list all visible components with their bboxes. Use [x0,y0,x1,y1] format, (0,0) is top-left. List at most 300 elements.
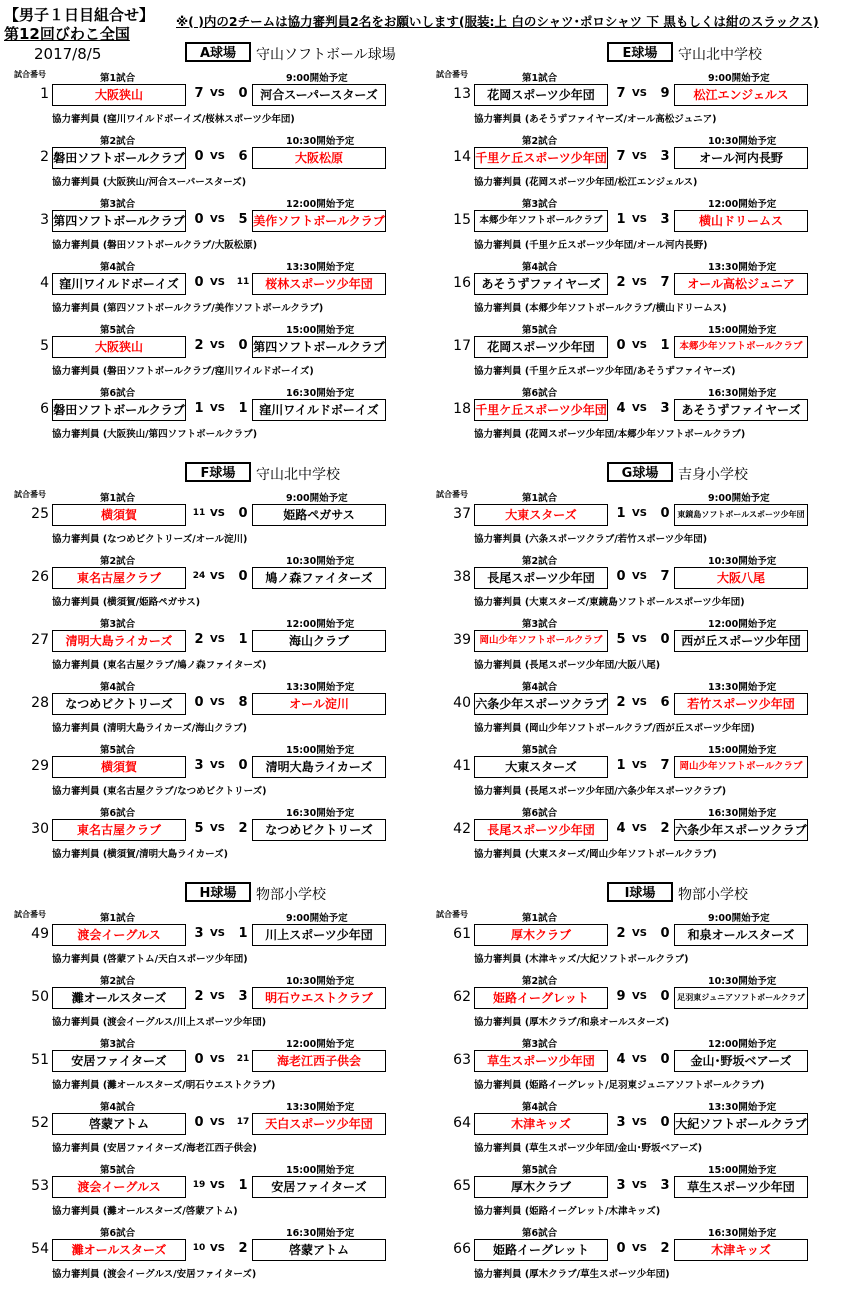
game-row [0,322,422,385]
team2-name: 海山クラブ [252,630,386,652]
team2-name: 松江エンジェルス [674,84,808,106]
umpire-prefix: 協力審判員 [474,1206,522,1217]
team1-name: 清明大島ライカーズ [52,630,186,652]
team2-score: 3 [660,1178,670,1193]
umpire-assignment [52,846,228,860]
team1-score: 0 [194,1052,204,1067]
game-start-time: 9:00開始予定 [286,493,348,504]
umpire-prefix: 協力審判員 [474,954,522,965]
umpire-dress-note: ※( )内の2チームは協力審判員2名をお願いします(服装:上 白のシャツ･ポロシャツ 下 黒もしくは紺のスラックス) [176,14,819,29]
game-number-header: 試合番号 [436,910,468,919]
vs-label: VS [210,1117,225,1128]
umpire-prefix: 協力審判員 [474,1143,522,1154]
game-row [422,1162,844,1225]
game-number: 26 [31,569,49,585]
game-row [422,1099,844,1162]
team1-name: 渡会イーグルス [52,1176,186,1198]
game-row [0,1036,422,1099]
game-row [422,322,844,385]
team1-score: 0 [616,1241,626,1256]
umpire-prefix: 協力審判員 [474,786,522,797]
team1-name: なつめビクトリーズ [52,693,186,715]
team2-name: 美作ソフトボールクラブ [252,210,386,232]
team2-score: 3 [660,149,670,164]
umpire-assignment [474,1014,669,1028]
team1-name: 大東スターズ [474,504,608,526]
umpire-assignment [52,174,246,188]
game-number: 6 [40,401,49,417]
game-number: 62 [453,989,471,1005]
game-round-label: 第1試合 [522,913,558,924]
team1-name: 灘オールスターズ [52,1239,186,1261]
team1-name: 安居ファイターズ [52,1050,186,1072]
game-round-label: 第3試合 [522,619,558,630]
game-start-time: 15:00開始予定 [708,325,777,336]
vs-label: VS [210,403,225,414]
game-row [0,973,422,1036]
team2-name: 啓蒙アトム [252,1239,386,1261]
team1-score: 2 [616,926,626,941]
umpire-assignment [474,594,745,608]
venue-label: H球場 [185,882,251,902]
team2-name: 横山ドリームス [674,210,808,232]
team2-name: 第四ソフトボールクラブ [252,336,386,358]
game-start-time: 15:00開始予定 [708,745,777,756]
game-start-time: 16:30開始予定 [708,808,777,819]
game-number: 16 [453,275,471,291]
vs-label: VS [632,88,647,99]
team1-score: 7 [616,86,626,101]
game-number-header: 試合番号 [14,70,46,79]
game-start-time: 10:30開始予定 [708,976,777,987]
game-round-label: 第3試合 [100,199,136,210]
game-round-label: 第5試合 [522,325,558,336]
venue-location: 吉身小学校 [678,467,748,483]
game-number: 4 [40,275,49,291]
game-number: 37 [453,506,471,522]
game-row [422,805,844,868]
umpire-teams: (厚木クラブ/和泉オールスターズ) [524,1017,670,1028]
umpire-teams: (長尾スポーツ少年団/大阪八尾) [524,660,661,671]
game-round-label: 第2試合 [522,556,558,567]
umpire-prefix: 協力審判員 [52,303,100,314]
team1-name: あそうずファイヤーズ [474,273,608,295]
umpire-teams: (第四ソフトボールクラブ/美作ソフトボールクラブ) [102,303,324,314]
team2-name: 清明大島ライカーズ [252,756,386,778]
game-round-label: 第2試合 [100,136,136,147]
venue-label: I球場 [607,882,673,902]
umpire-assignment [474,720,755,734]
team1-name: 磐田ソフトボールクラブ [52,399,186,421]
umpire-prefix: 協力審判員 [474,240,522,251]
game-start-time: 10:30開始予定 [708,556,777,567]
team2-score: 0 [660,926,670,941]
game-number: 29 [31,758,49,774]
umpire-teams: (渡会イーグルス/川上スポーツ少年団) [102,1017,267,1028]
umpire-prefix: 協力審判員 [52,114,100,125]
team2-name: 海老江西子供会 [252,1050,386,1072]
game-start-time: 9:00開始予定 [708,73,770,84]
game-number-header: 試合番号 [14,490,46,499]
umpire-prefix: 協力審判員 [52,849,100,860]
game-round-label: 第6試合 [522,808,558,819]
team1-name: 東名古屋クラブ [52,819,186,841]
umpire-assignment [474,1203,660,1217]
game-number: 28 [31,695,49,711]
team1-score: 3 [616,1178,626,1193]
team2-score: 11 [236,277,250,287]
game-number: 50 [31,989,49,1005]
umpire-prefix: 協力審判員 [52,429,100,440]
game-row [422,910,844,973]
game-start-time: 12:00開始予定 [286,1039,355,1050]
game-row [422,490,844,553]
game-start-time: 9:00開始予定 [286,73,348,84]
game-start-time: 10:30開始予定 [286,556,355,567]
team1-score: 19 [192,1180,206,1190]
team2-score: 0 [238,758,248,773]
team2-name: 明石ウエストクラブ [252,987,386,1009]
game-round-label: 第3試合 [522,1039,558,1050]
game-start-time: 10:30開始予定 [708,136,777,147]
game-start-time: 12:00開始予定 [286,619,355,630]
game-number: 30 [31,821,49,837]
umpire-prefix: 協力審判員 [52,954,100,965]
team2-name: 窪川ワイルドボーイズ [252,399,386,421]
umpire-prefix: 協力審判員 [52,366,100,377]
vs-label: VS [210,928,225,939]
umpire-teams: (大阪狭山/第四ソフトボールクラブ) [102,429,258,440]
game-round-label: 第4試合 [522,682,558,693]
game-row [0,616,422,679]
game-round-label: 第3試合 [100,619,136,630]
umpire-assignment [52,300,323,314]
team2-score: 0 [660,506,670,521]
umpire-assignment [474,426,745,440]
vs-label: VS [210,88,225,99]
team2-name: オール高松ジュニア [674,273,808,295]
game-start-time: 12:00開始予定 [708,1039,777,1050]
game-start-time: 13:30開始予定 [286,682,355,693]
game-row [422,973,844,1036]
team2-score: 7 [660,275,670,290]
umpire-prefix: 協力審判員 [474,429,522,440]
vs-label: VS [632,508,647,519]
game-round-label: 第2試合 [522,136,558,147]
vs-label: VS [210,571,225,582]
team2-score: 1 [238,926,248,941]
umpire-teams: (あそうずファイヤーズ/オール高松ジュニア) [524,114,717,125]
game-number: 18 [453,401,471,417]
team1-name: 長尾スポーツ少年団 [474,567,608,589]
game-start-time: 16:30開始予定 [286,808,355,819]
game-row [0,553,422,616]
team1-name: 六条少年スポーツクラブ [474,693,608,715]
game-round-label: 第6試合 [100,808,136,819]
umpire-assignment [52,1266,256,1280]
umpire-teams: (磐田ソフトボールクラブ/窪川ワイルドボーイズ) [102,366,314,377]
umpire-prefix: 協力審判員 [474,534,522,545]
vs-label: VS [632,403,647,414]
umpire-assignment [52,951,248,965]
team2-score: 3 [660,401,670,416]
game-start-time: 9:00開始予定 [708,913,770,924]
vs-label: VS [632,1117,647,1128]
team1-name: 長尾スポーツ少年団 [474,819,608,841]
umpire-teams: (横須賀/清明大島ライカーズ) [102,849,228,860]
game-round-label: 第5試合 [522,745,558,756]
umpire-assignment [52,1140,257,1154]
umpire-teams: (窪川ワイルドボーイズ/桜林スポーツ少年団) [102,114,295,125]
umpire-teams: (大東スターズ/東鏡島ソフトボールスポーツ少年団) [524,597,745,608]
team1-name: 横須賀 [52,756,186,778]
game-start-time: 15:00開始予定 [286,745,355,756]
umpire-teams: (姫路イーグレット/木津キッズ) [524,1206,661,1217]
team2-score: 2 [238,821,248,836]
game-number: 25 [31,506,49,522]
team2-score: 3 [660,212,670,227]
team1-score: 0 [194,695,204,710]
game-number: 14 [453,149,471,165]
game-start-time: 10:30開始予定 [286,136,355,147]
game-number: 49 [31,926,49,942]
team1-score: 1 [616,758,626,773]
umpire-prefix: 協力審判員 [52,177,100,188]
game-start-time: 16:30開始予定 [286,1228,355,1239]
game-start-time: 16:30開始予定 [708,1228,777,1239]
venue-location: 物部小学校 [256,887,326,903]
umpire-assignment [474,1140,702,1154]
vs-label: VS [632,697,647,708]
team1-score: 3 [194,926,204,941]
game-start-time: 13:30開始予定 [708,1102,777,1113]
umpire-teams: (大東スターズ/岡山少年ソフトボールクラブ) [524,849,717,860]
umpire-prefix: 協力審判員 [474,114,522,125]
team2-name: 東鏡島ソフトボールスポーツ少年団 [674,504,808,526]
team1-name: 大阪狭山 [52,84,186,106]
umpire-teams: (千里ケ丘スポーツ少年団/オール河内長野) [524,240,708,251]
team1-score: 1 [616,212,626,227]
umpire-assignment [52,531,247,545]
umpire-prefix: 協力審判員 [52,1269,100,1280]
game-number: 27 [31,632,49,648]
game-start-time: 15:00開始予定 [708,1165,777,1176]
team2-score: 9 [660,86,670,101]
game-number: 1 [40,86,49,102]
vs-label: VS [210,214,225,225]
umpire-prefix: 協力審判員 [52,1143,100,1154]
team2-score: 0 [238,86,248,101]
game-start-time: 13:30開始予定 [708,262,777,273]
vs-label: VS [632,1054,647,1065]
umpire-assignment [52,1203,238,1217]
game-start-time: 13:30開始予定 [708,682,777,693]
umpire-prefix: 協力審判員 [52,1080,100,1091]
umpire-assignment [474,951,688,965]
umpire-teams: (安居ファイターズ/海老江西子供会) [102,1143,257,1154]
vs-label: VS [210,1054,225,1065]
vs-label: VS [210,760,225,771]
vs-label: VS [210,1180,225,1191]
team1-score: 4 [616,1052,626,1067]
team1-score: 1 [616,506,626,521]
game-number-header: 試合番号 [436,70,468,79]
vs-label: VS [632,571,647,582]
game-round-label: 第1試合 [522,73,558,84]
team1-score: 7 [194,86,204,101]
game-round-label: 第2試合 [522,976,558,987]
umpire-teams: (六条スポーツクラブ/若竹スポーツ少年団) [524,534,708,545]
umpire-prefix: 協力審判員 [474,303,522,314]
team1-name: 第四ソフトボールクラブ [52,210,186,232]
umpire-teams: (磐田ソフトボールクラブ/大阪松原) [102,240,258,251]
umpire-assignment [474,237,707,251]
team1-name: 東名古屋クラブ [52,567,186,589]
game-round-label: 第6試合 [522,1228,558,1239]
game-number: 2 [40,149,49,165]
team2-name: 若竹スポーツ少年団 [674,693,808,715]
team2-score: 21 [236,1054,250,1064]
game-row [0,1162,422,1225]
team2-name: 西が丘スポーツ少年団 [674,630,808,652]
game-number: 5 [40,338,49,354]
umpire-teams: (花岡スポーツ少年団/本郷少年ソフトボールクラブ) [524,429,746,440]
team1-score: 0 [194,212,204,227]
game-number: 65 [453,1178,471,1194]
umpire-teams: (東名古屋クラブ/鳩ノ森ファイターズ) [102,660,267,671]
team2-score: 6 [238,149,248,164]
game-start-time: 15:00開始予定 [286,325,355,336]
team2-name: 和泉オールスターズ [674,924,808,946]
game-start-time: 9:00開始予定 [708,493,770,504]
umpire-assignment [52,237,257,251]
umpire-assignment [52,657,266,671]
game-row [0,196,422,259]
game-row [0,385,422,448]
umpire-prefix: 協力審判員 [52,597,100,608]
umpire-prefix: 協力審判員 [52,240,100,251]
team2-name: 金山･野坂ベアーズ [674,1050,808,1072]
game-number: 3 [40,212,49,228]
game-start-time: 12:00開始予定 [708,619,777,630]
team2-name: 安居ファイターズ [252,1176,386,1198]
game-start-time: 9:00開始予定 [286,913,348,924]
team2-score: 0 [660,1115,670,1130]
team2-name: 木津キッズ [674,1239,808,1261]
umpire-prefix: 協力審判員 [474,849,522,860]
team1-name: 厚木クラブ [474,1176,608,1198]
vs-label: VS [632,760,647,771]
umpire-prefix: 協力審判員 [52,660,100,671]
game-number: 15 [453,212,471,228]
umpire-teams: (渡会イーグルス/安居ファイターズ) [102,1269,257,1280]
team2-score: 2 [660,821,670,836]
umpire-prefix: 協力審判員 [474,1080,522,1091]
team1-name: 花岡スポーツ少年団 [474,84,608,106]
umpire-prefix: 協力審判員 [52,723,100,734]
team2-score: 3 [238,989,248,1004]
vs-label: VS [632,214,647,225]
team1-name: 横須賀 [52,504,186,526]
team1-name: 岡山少年ソフトボールクラブ [474,630,608,652]
umpire-teams: (姫路イーグレット/足羽東ジュニアソフトボールクラブ) [524,1080,765,1091]
game-round-label: 第4試合 [522,262,558,273]
team1-score: 10 [192,1243,206,1253]
game-number-header: 試合番号 [436,490,468,499]
game-row [422,133,844,196]
vs-label: VS [632,1180,647,1191]
vs-label: VS [210,823,225,834]
game-round-label: 第3試合 [100,1039,136,1050]
team1-name: 渡会イーグルス [52,924,186,946]
venue-section [0,882,422,1282]
vs-label: VS [210,991,225,1002]
umpire-teams: (岡山少年ソフトボールクラブ/西が丘スポーツ少年団) [524,723,755,734]
team1-score: 5 [194,821,204,836]
team1-score: 2 [616,275,626,290]
game-round-label: 第1試合 [100,913,136,924]
umpire-assignment [474,1077,764,1091]
team1-name: 大阪狭山 [52,336,186,358]
team1-score: 9 [616,989,626,1004]
game-number: 40 [453,695,471,711]
game-number: 13 [453,86,471,102]
game-round-label: 第6試合 [522,388,558,399]
team2-name: 鳩ノ森ファイターズ [252,567,386,589]
game-row [0,259,422,322]
game-row [422,679,844,742]
umpire-teams: (東名古屋クラブ/なつめビクトリーズ) [102,786,267,797]
game-number: 61 [453,926,471,942]
game-round-label: 第6試合 [100,388,136,399]
game-start-time: 16:30開始予定 [708,388,777,399]
game-row [0,910,422,973]
umpire-teams: (大阪狭山/河合スーパースターズ) [102,177,247,188]
umpire-assignment [474,111,716,125]
game-number: 51 [31,1052,49,1068]
umpire-assignment [52,1014,266,1028]
vs-label: VS [210,277,225,288]
team2-score: 0 [238,506,248,521]
team2-name: 本郷少年ソフトボールクラブ [674,336,808,358]
game-row [0,679,422,742]
umpire-teams: (厚木クラブ/草生スポーツ少年団) [524,1269,670,1280]
venue-section [0,42,422,442]
game-number: 53 [31,1178,49,1194]
game-row [0,70,422,133]
umpire-teams: (なつめビクトリーズ/オール淀川) [102,534,248,545]
game-row [0,742,422,805]
game-round-label: 第2試合 [100,556,136,567]
game-row [422,196,844,259]
team2-score: 17 [236,1117,250,1127]
umpire-assignment [52,111,295,125]
team2-score: 1 [660,338,670,353]
game-row [0,490,422,553]
game-start-time: 12:00開始予定 [286,199,355,210]
team2-score: 5 [238,212,248,227]
umpire-prefix: 協力審判員 [474,1269,522,1280]
game-round-label: 第5試合 [100,1165,136,1176]
umpire-assignment [52,1077,275,1091]
vs-label: VS [210,340,225,351]
team1-score: 2 [194,989,204,1004]
umpire-teams: (灘オールスターズ/啓蒙アトム) [102,1206,238,1217]
team2-score: 1 [238,401,248,416]
venue-label: A球場 [185,42,251,62]
team2-name: あそうずファイヤーズ [674,399,808,421]
game-row [422,70,844,133]
